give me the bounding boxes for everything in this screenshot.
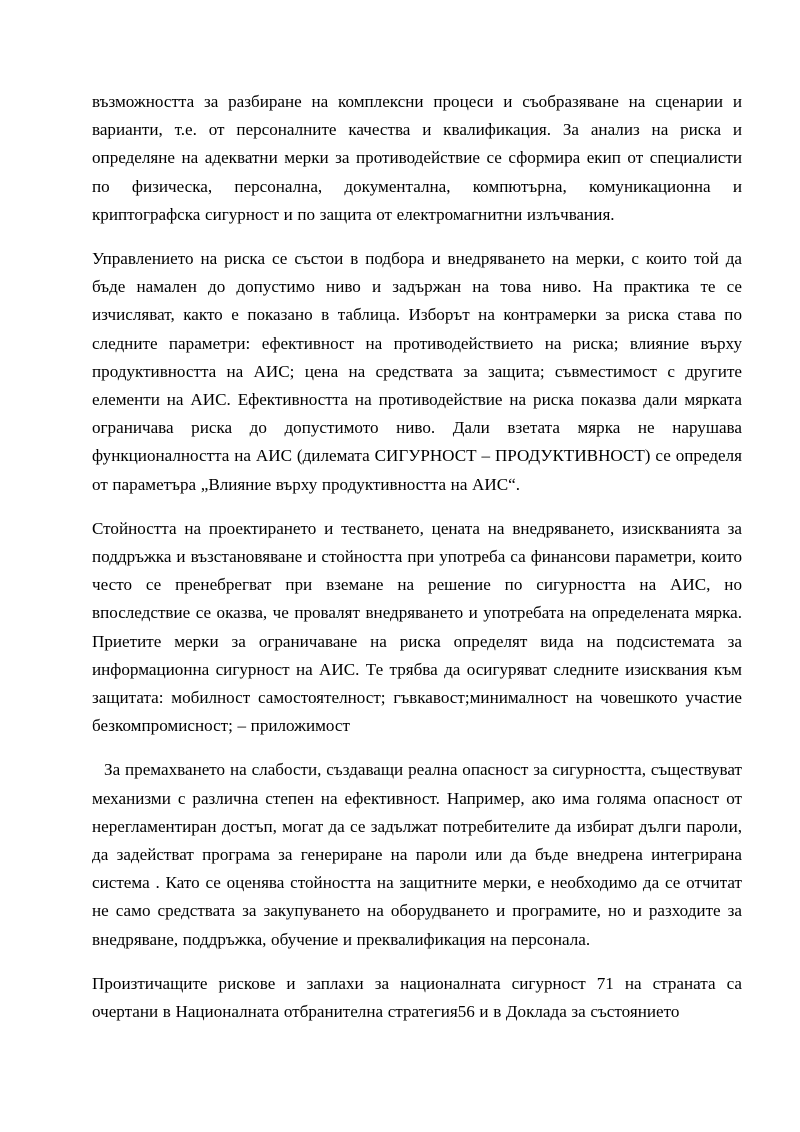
paragraph-1: възможността за разбиране на комплексни процеси и съобразяване на сценарии и варианти, т.е. от персоналните качества и квалификация. За анализ на риска и определяне на адекватни мерки за противодействие се сформира екип от специалисти по физическа, персонална, документална, компютърна, комуникационна и криптографска сигурност и по защита от електромагнитни излъчвания. — [92, 92, 742, 224]
paragraph-3: Стойността на проектирането и тестването, цената на внедряването, изискванията за поддръжка и възстановяване и стойността при употреба са финансови параметри, които често се пренебрегват при вземане на решение по сигурността на АИС, но впоследствие се оказва, че провалят внедряването и употребата на определената мярка. Приетите мерки за ограничаване на риска определят вида на подсистемата за информационна сигурност на АИС. Те трябва да осигуряват следните изисквания към защитата: мобилност самостоятелност; гъвкавост;минималност на човешкото участие безкомпромисност; – приложимост — [92, 518, 742, 736]
document-text-body — [92, 88, 742, 1026]
paragraph-2: Управлението на риска се състои в подбора и внедряването на мерки, с които той да бъде намален до допустимо ниво и задържан на това ниво. На практика те се изчисляват, както е показано в таблица. Изборът на контрамерки за риска става по следните параметри: ефективност на противодействието на риска; влияние върху продуктивността на АИС; цена на средствата за защита; съвместимост с другите елементи на АИС. Ефективността на противодействие на риска показва дали мярката ограничава риска до допустимото ниво. Дали взетата мярка не нарушава функционалността на АИС (дилемата СИГУРНОСТ – ПРОДУКТИВНОСТ) се определя от параметъра „Влияние върху продуктивността на АИС“. — [92, 249, 742, 494]
paragraph-5: Произтичащите рискове и заплахи за националната сигурност 71 на страната са очертани в Националната отбранителна стратегия56 и в Доклада за състоянието — [92, 973, 742, 1022]
paragraph-4: За премахването на слабости, създаващи реална опасност за сигурността, съществуват механизми с различна степен на ефективност. Например, ако има голяма опасност от нерегламентиран достъп, могат да се задължат потребителите да избират дълги пароли, да задействат програма за генериране на пароли или да бъде внедрена интегрирана система . Като се оценява стойността на защитните мерки, е необходимо да се отчитат не само средствата за закупуването на оборудването и програмите, но и разходите за внедряване, поддръжка, обучение и преквалификация на персонала. — [92, 760, 742, 949]
